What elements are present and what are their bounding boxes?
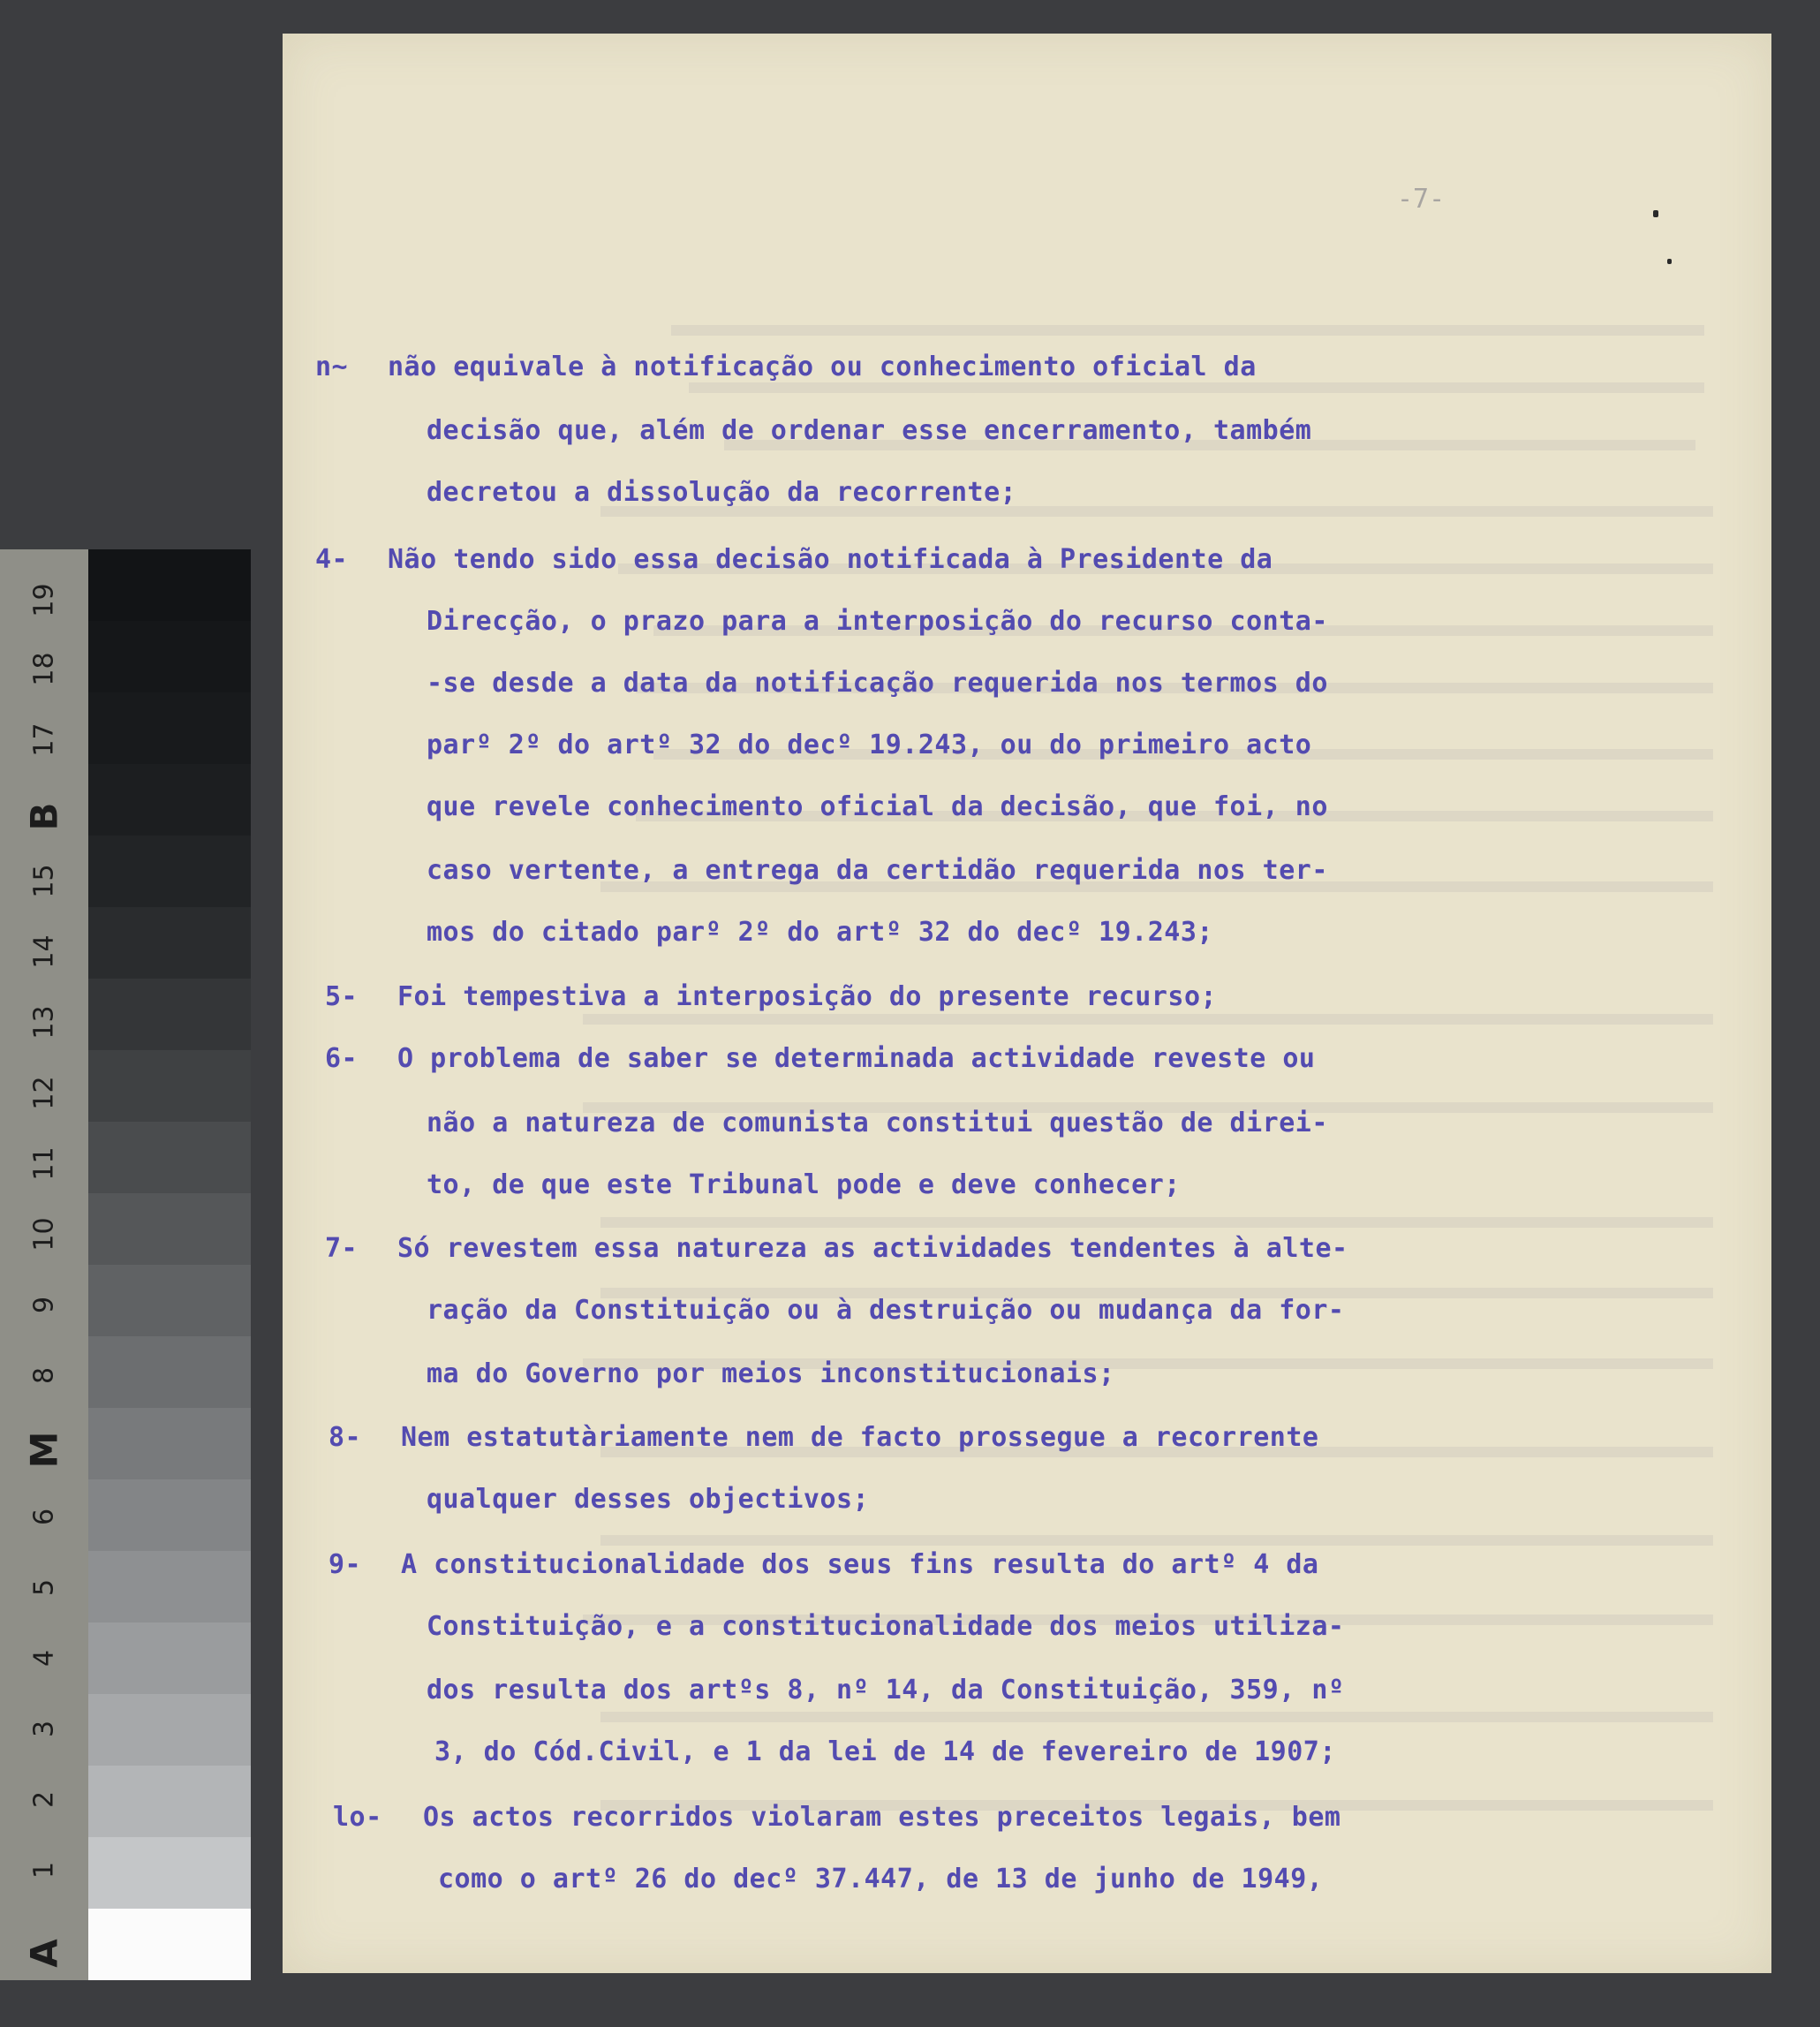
text-line: que revele conhecimento oficial da decisão, que foi, no [427,791,1328,822]
scale-number-label: 17 [28,722,60,757]
text-line: to, de que este Tribunal pode e deve conhecer; [427,1169,1181,1200]
gray-patch [88,1265,251,1336]
gray-patch [88,1193,251,1265]
scale-number-label: 19 [28,583,60,617]
document-page [283,34,1771,1973]
text-line: ma do Governo por meios inconstitucionais; [427,1358,1115,1389]
scale-number-label: 8 [28,1366,60,1385]
scale-number-label: 13 [28,1005,60,1040]
gray-patch [88,692,251,764]
scale-letter-label: B [22,802,66,831]
text-line: não equivale à notificação ou conhecimento oficial da [388,352,1257,382]
scale-number-label: 5 [28,1578,60,1597]
gray-patch [88,1336,251,1408]
text-line: Direcção, o prazo para a interposição do recurso conta- [427,606,1328,637]
gray-patch [88,979,251,1050]
text-line: O problema de saber se determinada actividade reveste ou [397,1043,1316,1074]
gray-patch [88,836,251,907]
text-line: como o artº 26 do decº 37.447, de 13 de junho de 1949, [438,1864,1324,1895]
text-line: caso vertente, a entrega da certidão requerida nos ter- [427,855,1328,886]
text-line: ração da Constituição ou à destruição ou mudança da for- [427,1295,1345,1326]
scale-number-label: 14 [28,934,60,969]
text-line: mos do citado parº 2º do artº 32 do decº 19.243; [427,917,1213,948]
scale-number-label: 1 [28,1861,60,1880]
text-line: qualquer desses objectivos; [427,1484,870,1515]
text-line: decisão que, além de ordenar esse encerramento, também [427,415,1312,446]
page-number: -7- [1397,184,1446,215]
scale-letter-label: M [22,1431,66,1469]
scale-number-label: 9 [28,1296,60,1314]
paragraph-number: lo- [333,1802,382,1833]
text-line: parº 2º do artº 32 do decº 19.243, ou do primeiro acto [427,730,1312,760]
text-line: -se desde a data da notificação requerida nos termos do [427,668,1328,699]
gray-patch [88,1694,251,1766]
gray-patch [88,1766,251,1837]
scale-number-label: 4 [28,1649,60,1668]
scale-number-label: 2 [28,1790,60,1809]
scale-number-label: 18 [28,652,60,686]
text-line: dos resulta dos artºs 8, nº 14, da Constituição, 359, nº [427,1675,1345,1706]
scale-letter-label: A [22,1939,66,1968]
paragraph-number: 6- [325,1043,359,1074]
scale-number-label: 15 [28,864,60,898]
paragraph-number: 4- [315,544,349,575]
text-line: Nem estatutàriamente nem de facto prossegue a recorrente [401,1422,1319,1453]
scale-number-label: 11 [28,1146,60,1181]
text-line: não a natureza de comunista constitui questão de direi- [427,1108,1328,1138]
paragraph-number: 8- [329,1422,362,1453]
scale-number-label: 6 [28,1508,60,1526]
gray-patch [88,1122,251,1193]
gray-patch [88,1551,251,1622]
gray-patch [88,549,251,621]
text-line: Não tendo sido essa decisão notificada à Presidente da [388,544,1273,575]
scale-number-label: 3 [28,1720,60,1738]
gray-patch [88,907,251,979]
scale-number-label: 12 [28,1076,60,1110]
text-line: Só revestem essa natureza as actividades tendentes à alte- [397,1233,1348,1264]
text-line: Os actos recorridos violaram estes preceitos legais, bem [423,1802,1341,1833]
paragraph-number: 7- [325,1233,359,1264]
text-line: Constituição, e a constitucionalidade dos meios utiliza- [427,1611,1345,1642]
color-calibration-scale [0,549,251,1980]
scale-number-label: 10 [28,1217,60,1252]
text-line: A constitucionalidade dos seus fins resulta do artº 4 da [401,1549,1319,1580]
gray-patch [88,1837,251,1909]
gray-patch [88,764,251,836]
text-line: decretou a dissolução da recorrente; [427,477,1017,508]
paragraph-number: 5- [325,981,359,1012]
text-line: 3, do Cód.Civil, e 1 da lei de 14 de fevereiro de 1907; [434,1736,1336,1767]
gray-patch [88,1909,251,1980]
gray-patch [88,1050,251,1122]
paragraph-number: 9- [329,1549,362,1580]
gray-patch [88,621,251,692]
gray-patch [88,1408,251,1479]
gray-patch-column [88,549,251,1980]
gray-patch [88,1622,251,1694]
text-line: Foi tempestiva a interposição do presente recurso; [397,981,1218,1012]
gray-patch [88,1479,251,1551]
typed-text-block [283,34,1771,1973]
paragraph-number: n~ [315,352,349,382]
